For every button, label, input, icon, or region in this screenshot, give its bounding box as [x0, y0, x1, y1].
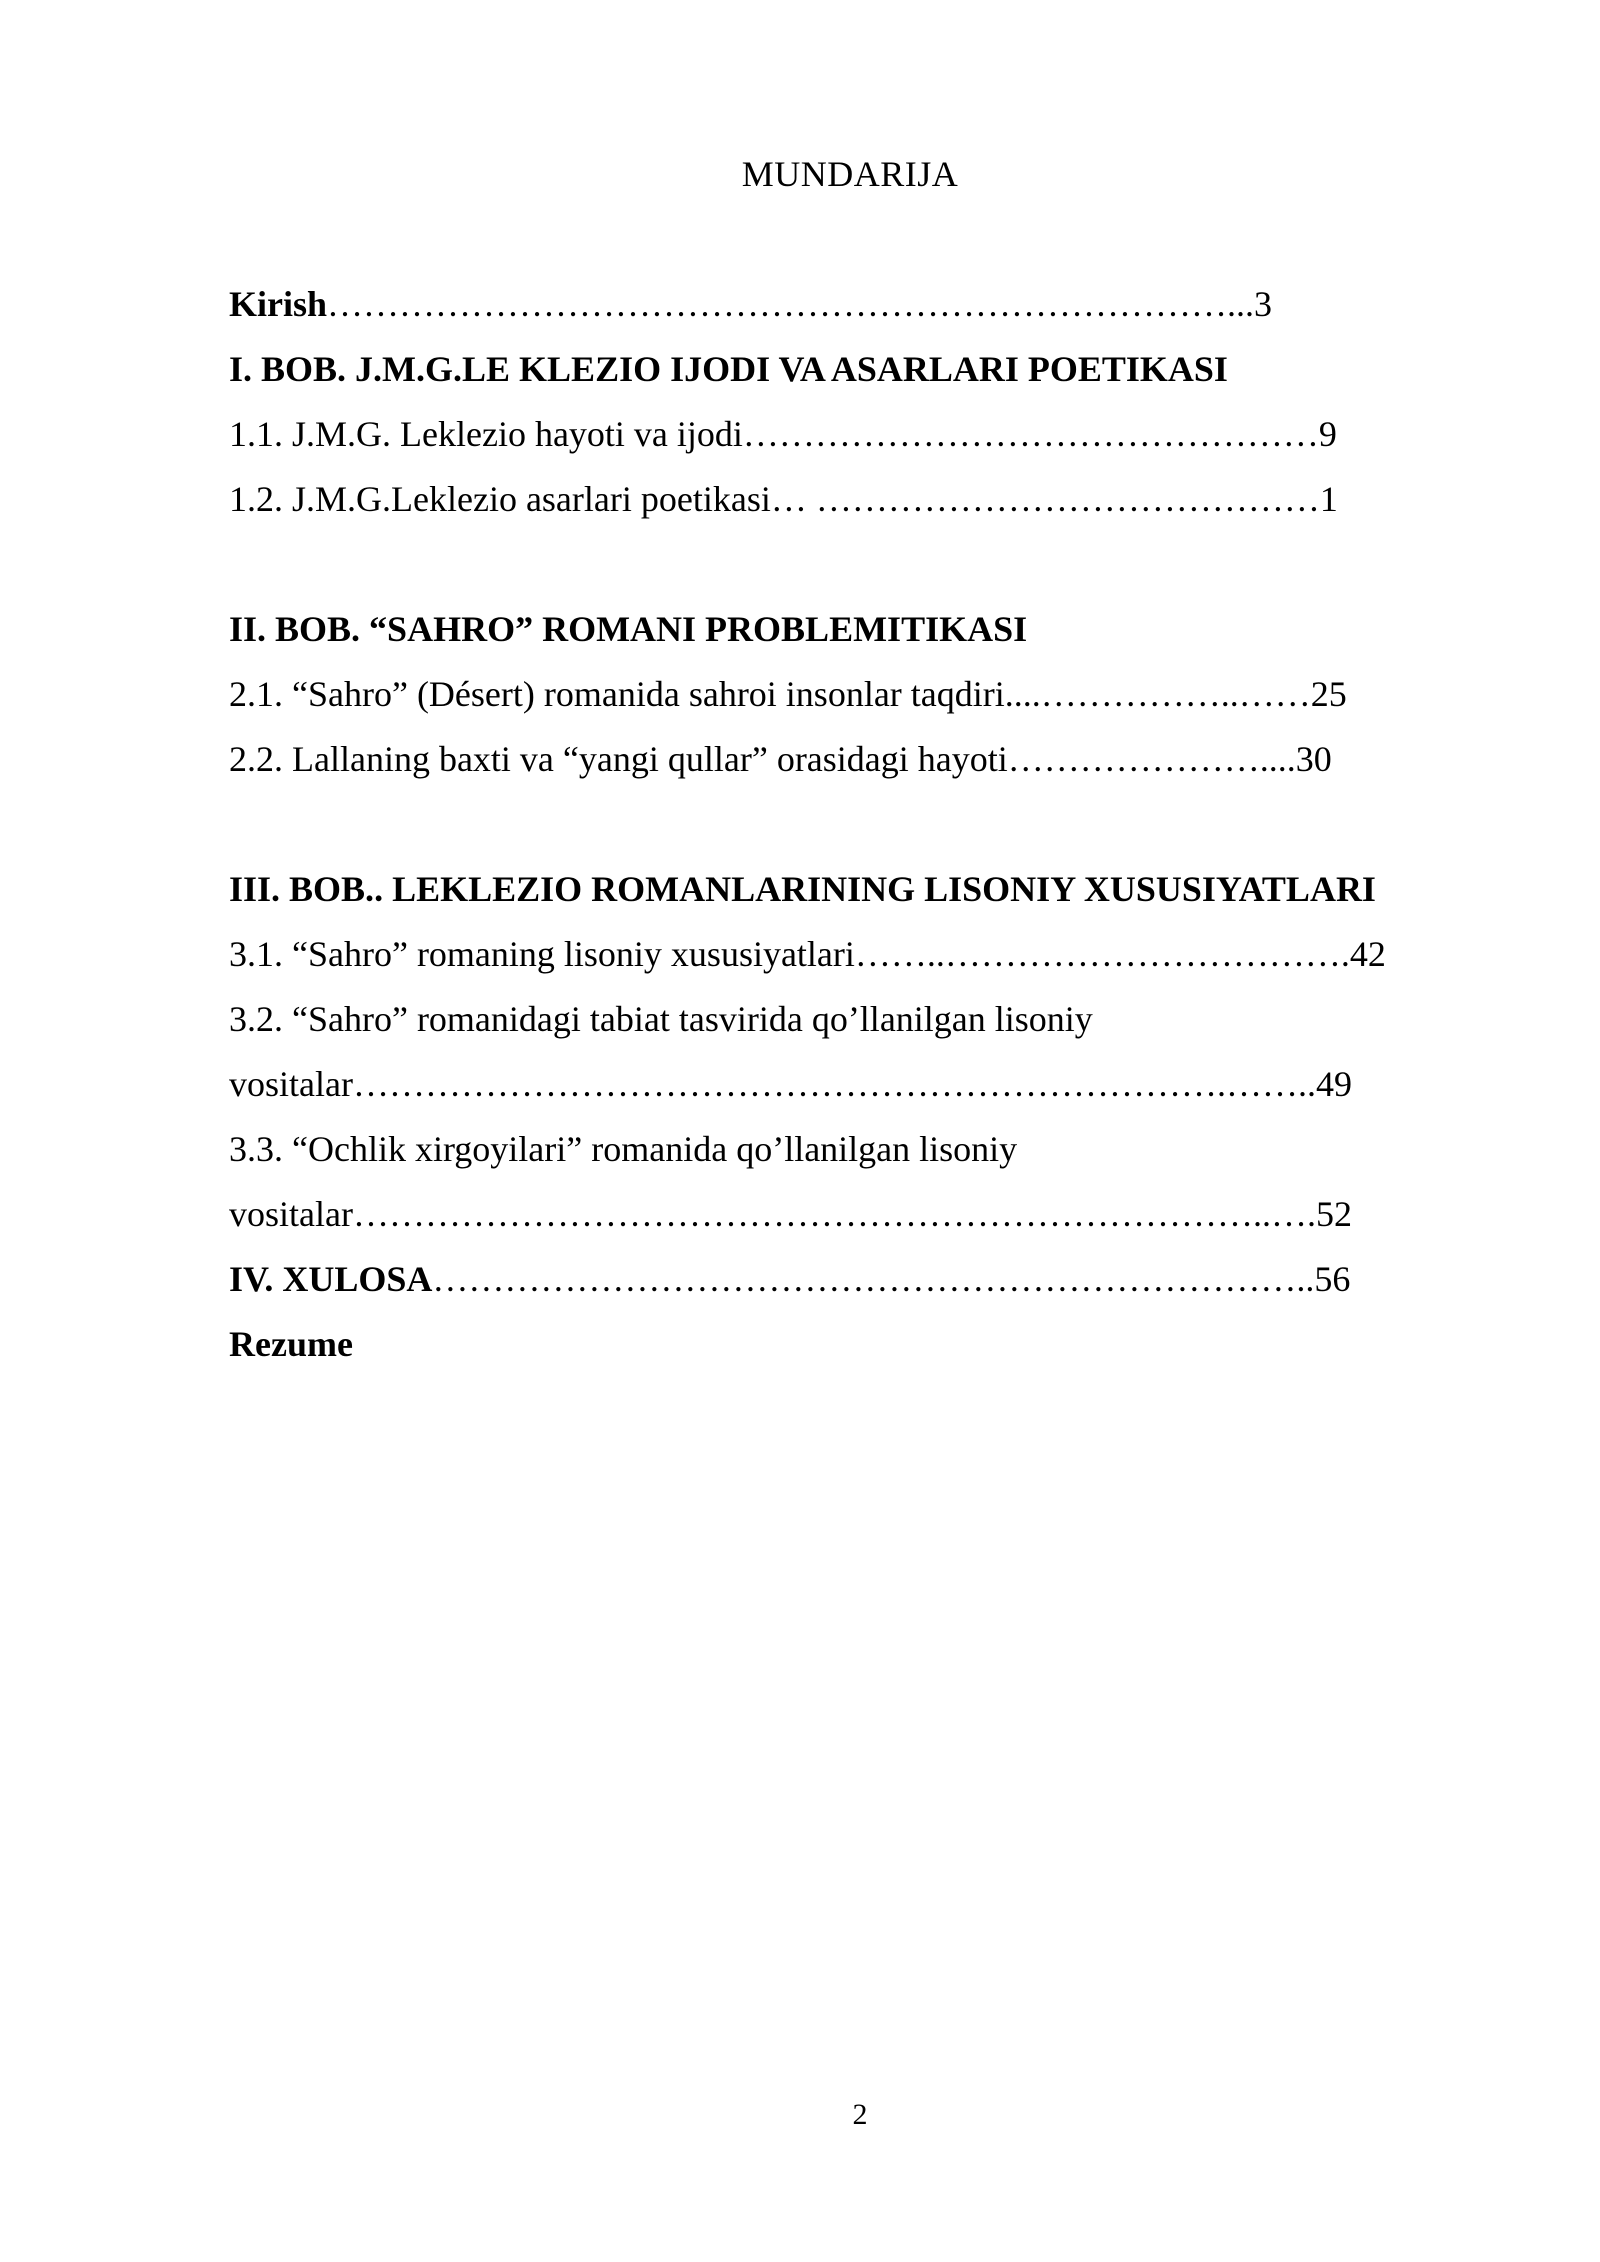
toc-chapter-3-heading [229, 865, 1469, 930]
toc-entry-kirish-label: Kirish [229, 284, 328, 324]
toc-entry-2-1: 2.1. “Sahro” (Désert) romanida sahroi insonlar taqdiri....……………..……25 [229, 674, 1347, 714]
toc-entry-3-2-line1: 3.2. “Sahro” romanidagi tabiat tasvirida qo’llanilgan lisoniy [229, 999, 1093, 1039]
toc-entry-3-3-line1: 3.3. “Ochlik xirgoyilari” romanida qo’llanilgan lisoniy [229, 1129, 1018, 1169]
toc-spacer [229, 800, 1469, 865]
page-number: 2 [852, 2098, 868, 2131]
toc-chapter-2-heading: II. BOB. “SAHRO” ROMANI PROBLEMITIKASI [229, 609, 1028, 649]
toc-entry-kirish-leader: …………………………………………………………………...3 [327, 284, 1273, 324]
toc-entry-3-1: 3.1. “Sahro” romaning lisoniy xususiyatlari……..…………………………….42 [229, 934, 1386, 974]
toc-entry-1-2: 1.2. J.M.G.Leklezio asarlari poetikasi… ……………………………………1 [229, 479, 1338, 519]
toc-entry-xulosa [229, 1255, 1469, 1320]
toc-entry-kirish [229, 280, 1469, 345]
toc-entry-3-2-line2: vositalar……………………………………………………………….……..49 [229, 1064, 1352, 1104]
toc-entry-1-1: 1.1. J.M.G. Leklezio hayoti va ijodi…………………………………………9 [229, 414, 1337, 454]
table-of-contents [229, 280, 1469, 1385]
toc-spacer [229, 540, 1469, 605]
toc-chapter-1-heading: I. BOB. J.M.G.LE KLEZIO IJODI VA ASARLARI POETIKASI [229, 349, 1228, 389]
toc-entry-xulosa-leader: ………………………………………………………………..56 [432, 1259, 1351, 1299]
page-title: MUNDARIJA [741, 154, 959, 194]
toc-entry-3-3-line2: vositalar…………………………………………………………………..….52 [229, 1194, 1352, 1234]
toc-entry-xulosa-label: IV. XULOSA [229, 1259, 433, 1299]
toc-chapter-3-heading-title: . LEKLEZIO ROMANLARINING LISONIY XUSUSIYATLARI [374, 869, 1376, 909]
toc-chapter-3-heading-prefix: III. BOB. [229, 869, 375, 909]
toc-entry-2-2: 2.2. Lallaning baxti va “yangi qullar” orasidagi hayoti…………………....30 [229, 739, 1332, 779]
toc-entry-rezume: Rezume [229, 1324, 353, 1364]
